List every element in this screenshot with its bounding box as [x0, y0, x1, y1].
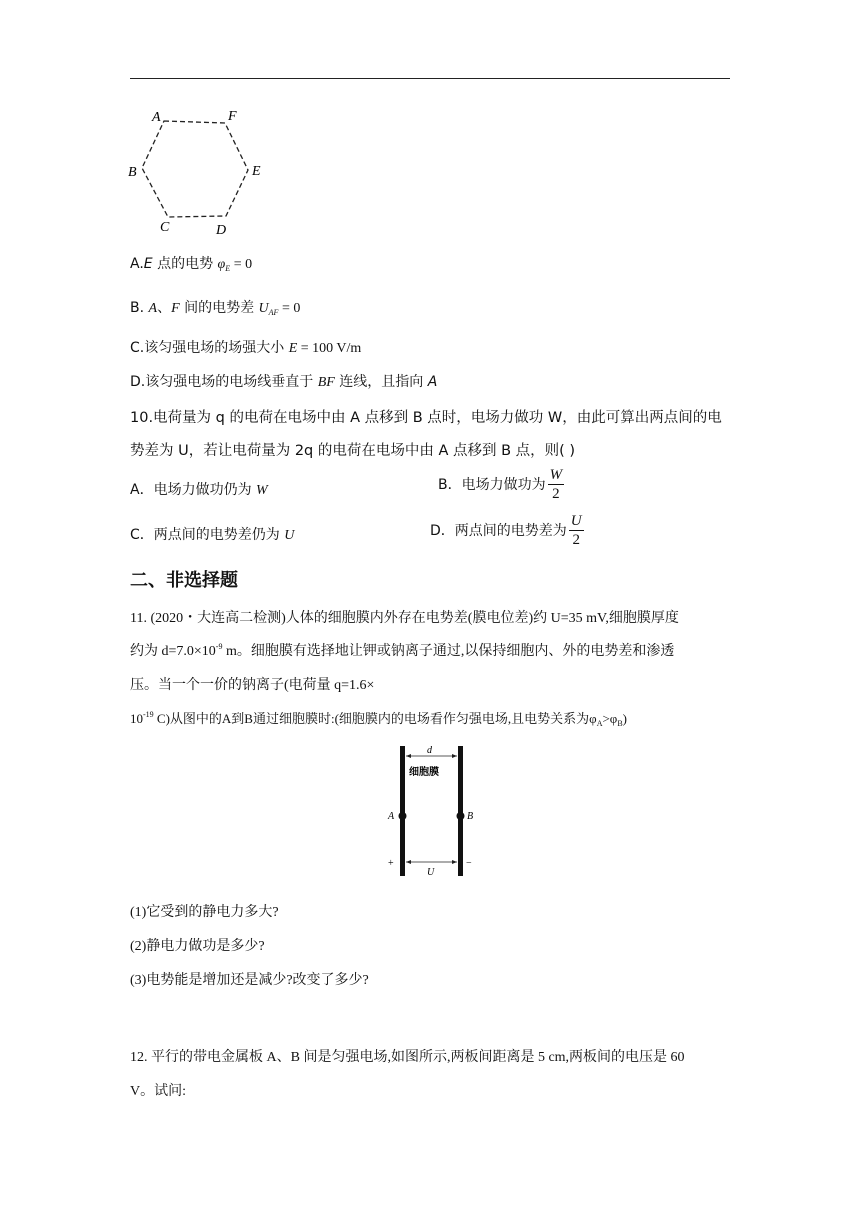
q11-line2: 约为 $d=7.0\times 10^{-9}$ m。细胞膜有选择地让钾或钠离子通过,以保持细胞内、外的电势差和渗透 — [130, 642, 675, 659]
q11-line1: 11. (2020・大连高二检测)人体的细胞膜内外存在电势差(膜电位差)约 U=35 mV,细胞膜厚度 — [130, 611, 679, 626]
hex-label-B: B — [128, 165, 137, 180]
q10-stem-line1: 10.电荷量为 q 的电荷在电场中由 A 点移到 B 点时，电场力做功 W，由此可算出两点间的电 — [130, 410, 722, 426]
q9-option-b: B. A、F 间的电势差 $U_{AF} = 0$ — [130, 300, 301, 317]
label-plus: + — [388, 858, 394, 869]
q11-sub3: (3)电势能是增加还是减少?改变了多少? — [130, 973, 369, 988]
right-plate — [458, 746, 463, 876]
hex-label-D: D — [216, 223, 227, 238]
label-u: U — [427, 867, 435, 878]
q10-option-c: C．两点间的电势差仍为 U — [130, 527, 295, 543]
q9-option-a: A.E 点的电势 $\varphi_E = 0$ — [130, 256, 253, 273]
hex-label-E: E — [252, 164, 261, 179]
label-d: d — [427, 745, 432, 756]
section-heading: 二、非选择题 — [130, 570, 238, 591]
q9-option-c: C.该匀强电场的场强大小 E = 100 V/m — [130, 340, 362, 356]
hexagon-figure — [124, 104, 274, 238]
q11-sub1: (1)它受到的静电力多大? — [130, 905, 279, 920]
point-a — [399, 812, 407, 820]
q12-line1: 12. 平行的带电金属板 A、B 间是匀强电场,如图所示,两板间距离是 5 cm,两板间的电压是 60 — [130, 1050, 685, 1065]
q10-option-d: D．两点间的电势差为 $\frac{U}{2}$ — [430, 513, 582, 548]
q9-option-d: D.该匀强电场的电场线垂直于 BF 连线，且指向 A — [130, 374, 438, 390]
label-a: A — [388, 811, 395, 822]
q10-stem-line2: 势差为 U，若让电荷量为 2q 的电荷在电场中由 A 点移到 B 点，则( ) — [130, 443, 576, 459]
q12-line2: V。试问: — [130, 1084, 186, 1099]
cell-membrane-figure — [380, 744, 485, 878]
q11-line4: $10^{-19}$ C)从图中的A到B通过细胞膜时:(细胞膜内的电场看作匀强电场,且电势关系为$\varphi_A>\varphi_B$) — [130, 710, 627, 728]
label-b: B — [467, 811, 474, 822]
hex-label-F: F — [228, 109, 237, 124]
header-rule — [130, 78, 730, 79]
label-minus: − — [466, 858, 472, 869]
membrane-label: 细胞膜 — [409, 767, 439, 778]
q10-option-b: B．电场力做功为 $\frac{W}{2}$ — [438, 467, 563, 502]
q10-option-a: A．电场力做功仍为 W — [130, 482, 268, 498]
q11-sub2: (2)静电力做功是多少? — [130, 939, 265, 954]
point-b — [457, 812, 465, 820]
left-plate — [400, 746, 405, 876]
q11-line3: 压。当一个一价的钠离子(电荷量 q=1.6× — [130, 678, 375, 693]
hex-label-C: C — [160, 220, 170, 235]
hex-label-A: A — [152, 110, 161, 125]
